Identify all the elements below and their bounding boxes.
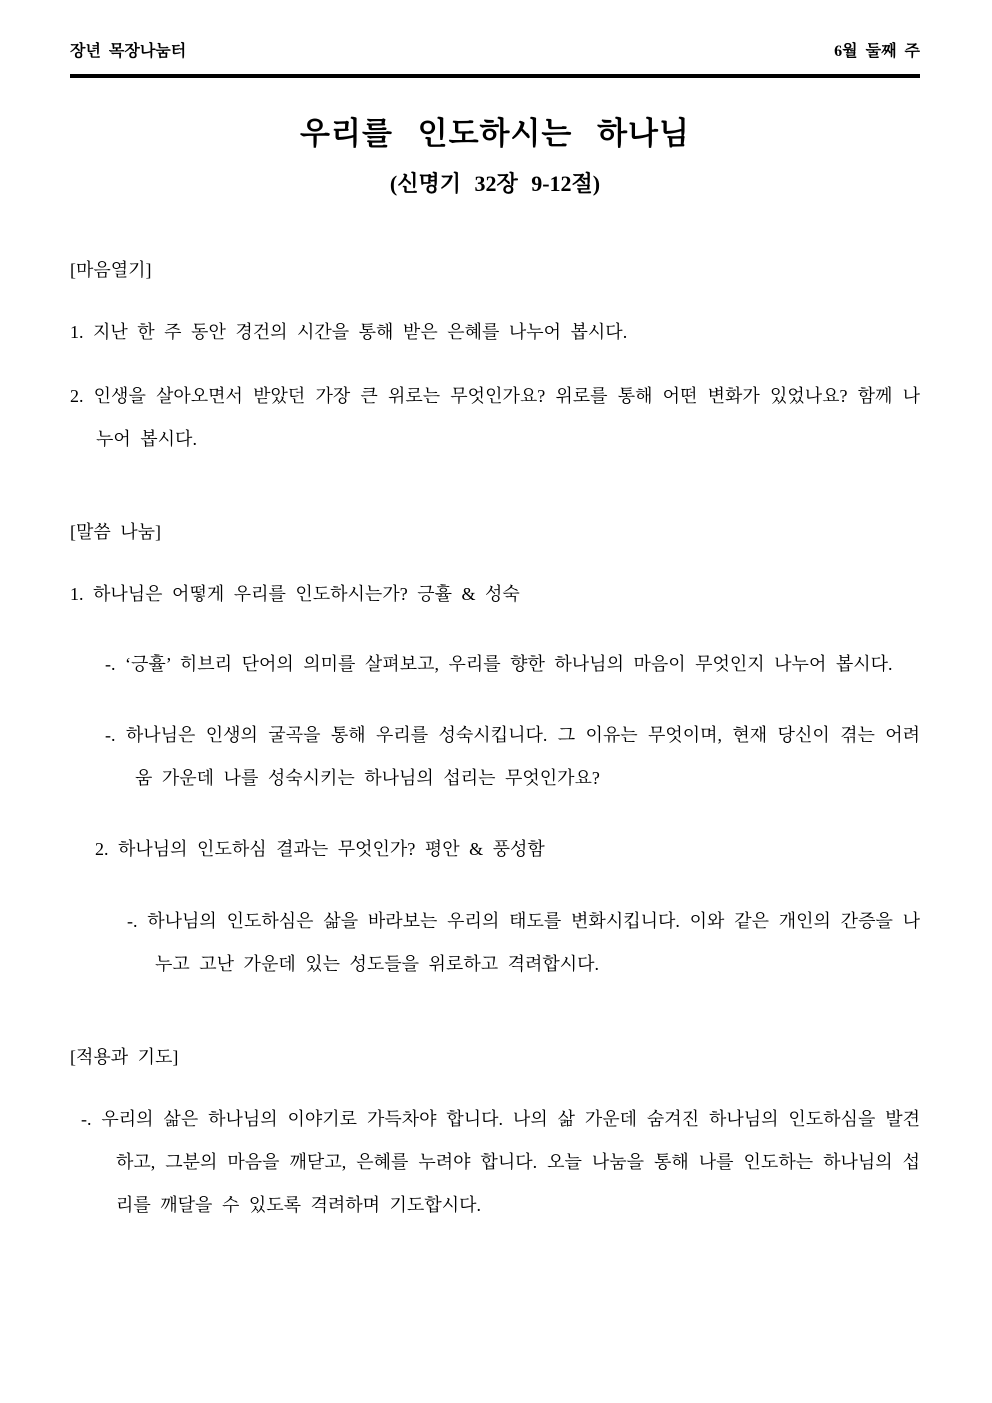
section-word-sharing [70, 511, 920, 986]
list-item: 2. 인생을 살아오면서 받았던 가장 큰 위로는 무엇인가요? 위로를 통해 어떤 변화가 있었나요? 함께 나누어 봅시다. [70, 386, 920, 449]
document-header [70, 42, 920, 78]
title-block [70, 111, 920, 199]
scripture-reference: (신명기 32장 9-12절) [389, 171, 601, 196]
sub-list-item: -. ‘긍휼’ 히브리 단어의 의미를 살펴보고, 우리를 향한 하나님의 마음이 무엇인지 나누어 봅시다. [105, 654, 893, 674]
section-opening-hearts [70, 249, 920, 461]
sub-list-item: -. 하나님은 인생의 굴곡을 통해 우리를 성숙시킵니다. 그 이유는 무엇이며, 현재 당신이 겪는 어려움 가운데 나를 성숙시키는 하나님의 섭리는 무엇인가요? [105, 725, 920, 788]
section-application-prayer [70, 1036, 920, 1227]
list-item: 2. 하나님의 인도하심 결과는 무엇인가? 평안 & 풍성함 [95, 839, 545, 859]
section-heading: [말씀 나눔] [70, 522, 162, 542]
list-item: 1. 지난 한 주 동안 경건의 시간을 통해 받은 은혜를 나누어 봅시다. [70, 322, 628, 342]
section-heading: [마음열기] [70, 260, 152, 280]
header-doc-type: 장년 목장나눔터 [70, 43, 187, 60]
list-item: 1. 하나님은 어떻게 우리를 인도하시는가? 긍휼 & 성숙 [70, 584, 520, 604]
section-heading: [적용과 기도] [70, 1047, 179, 1067]
header-week-label: 6월 둘째 주 [834, 43, 920, 60]
page-title: 우리를 인도하시는 하나님 [300, 116, 690, 151]
sub-list-item: -. 하나님의 인도하심은 삶을 바라보는 우리의 태도를 변화시킵니다. 이와 같은 개인의 간증을 나누고 고난 가운데 있는 성도들을 위로하고 격려합시다. [127, 911, 920, 974]
sub-list-item: -. 우리의 삶은 하나님의 이야기로 가득차야 합니다. 나의 삶 가운데 숨겨진 하나님의 인도하심을 발견하고, 그분의 마음을 깨닫고, 은혜를 누려야 합니다. 오늘 나눔을 통해 나를 인도하는 하나님의 섭리를 깨달을 수 있도록 격려하며 기도합시다. [81, 1109, 920, 1215]
